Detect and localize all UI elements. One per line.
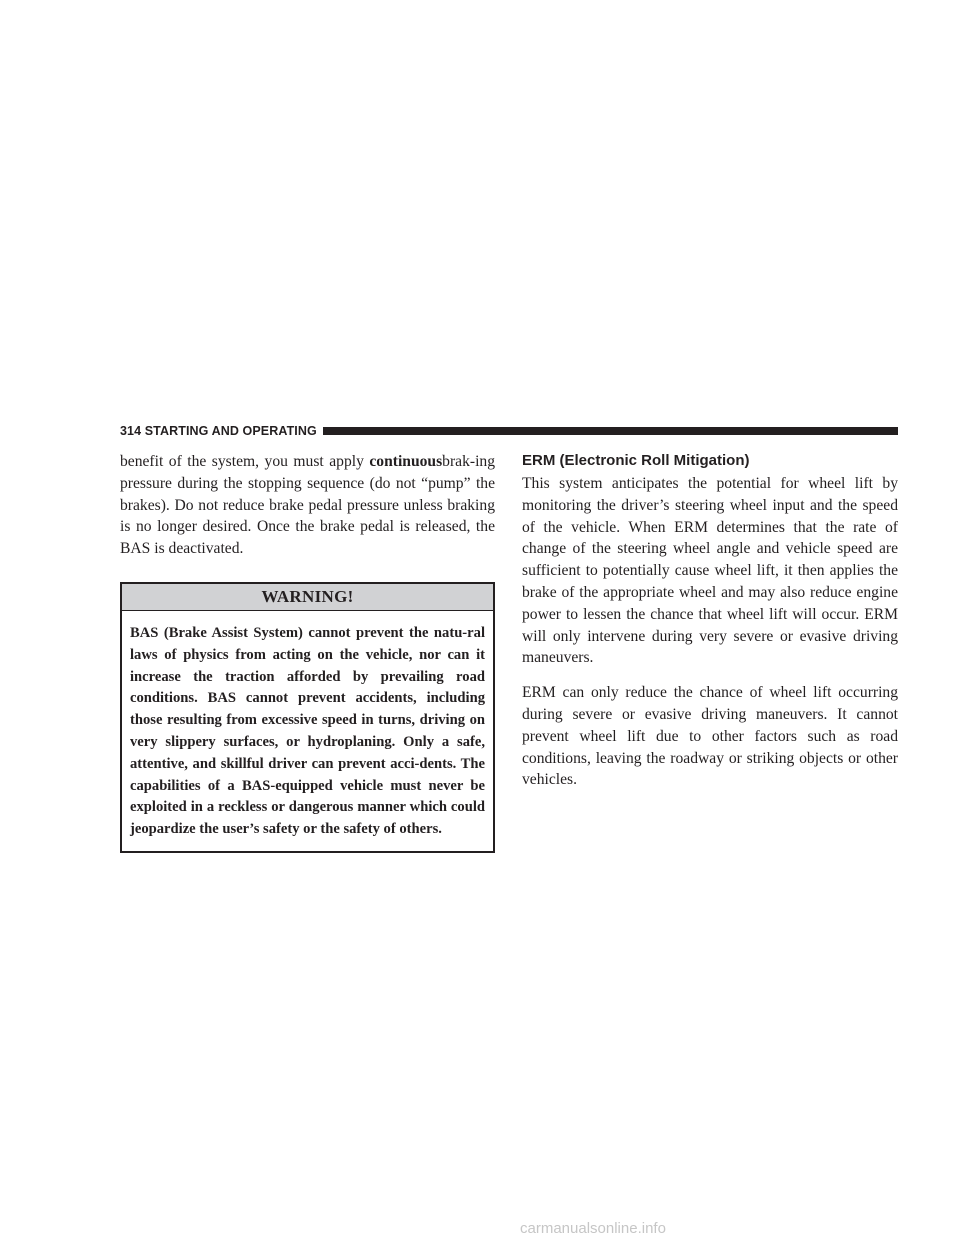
paragraph-text-start: benefit of the system, you must apply [120,453,370,470]
header-rule [323,427,898,435]
watermark-logo: carmanualsonline.info [520,1220,666,1237]
page-header [120,422,898,440]
warning-box [120,582,495,853]
right-column [522,451,898,791]
warning-title: WARNING! [122,584,493,611]
erm-section-title: ERM (Electronic Roll Mitigation) [522,452,750,469]
left-column [120,451,495,853]
brake-pressure-paragraph [120,451,495,560]
erm-paragraph-2: ERM can only reduce the chance of wheel lift occurring during severe or evasive driving maneuvers. It cannot prevent wheel lift due to other factors such as road conditions, leaving the roadway or striking objects or other vehicles. [522,684,898,789]
erm-paragraph-1: This system anticipates the potential for wheel lift by monitoring the driver’s steering wheel input and the speed of the vehicle. When ERM determines that the rate of change of the steering wheel angle and vehicle speed are sufficient to potentially cause wheel lift, it then applies the brake of the appropriate wheel and may also reduce engine power to lessen the chance that wheel lift will occur. ERM will only intervene during very severe or evasive driving maneuvers. [522,475,898,667]
paragraph-text-end: brak-ing pressure during the stopping sequence (do not “pump” the brakes). Do not reduce brake pedal pressure unless braking is no longer desired. Once the brake pedal is released, the BAS is deactivated. [120,453,495,558]
continuous-emphasis: continuous [369,453,443,470]
warning-text: BAS (Brake Assist System) cannot prevent the natu-ral laws of physics from acting on the vehicle, nor can it increase the traction afforded by prevailing road conditions. BAS cannot prevent accidents, including those resulting from excessive speed in turns, driving on very slippery surfaces, or hydroplaning. Only a safe, attentive, and skillful driver can prevent acci-dents. The capabilities of a BAS-equipped vehicle must never be exploited in a reckless or dangerous manner which could jeopardize the user’s safety or the safety of others. [130,624,485,838]
page-number-section-label: 314 STARTING AND OPERATING [120,424,317,438]
